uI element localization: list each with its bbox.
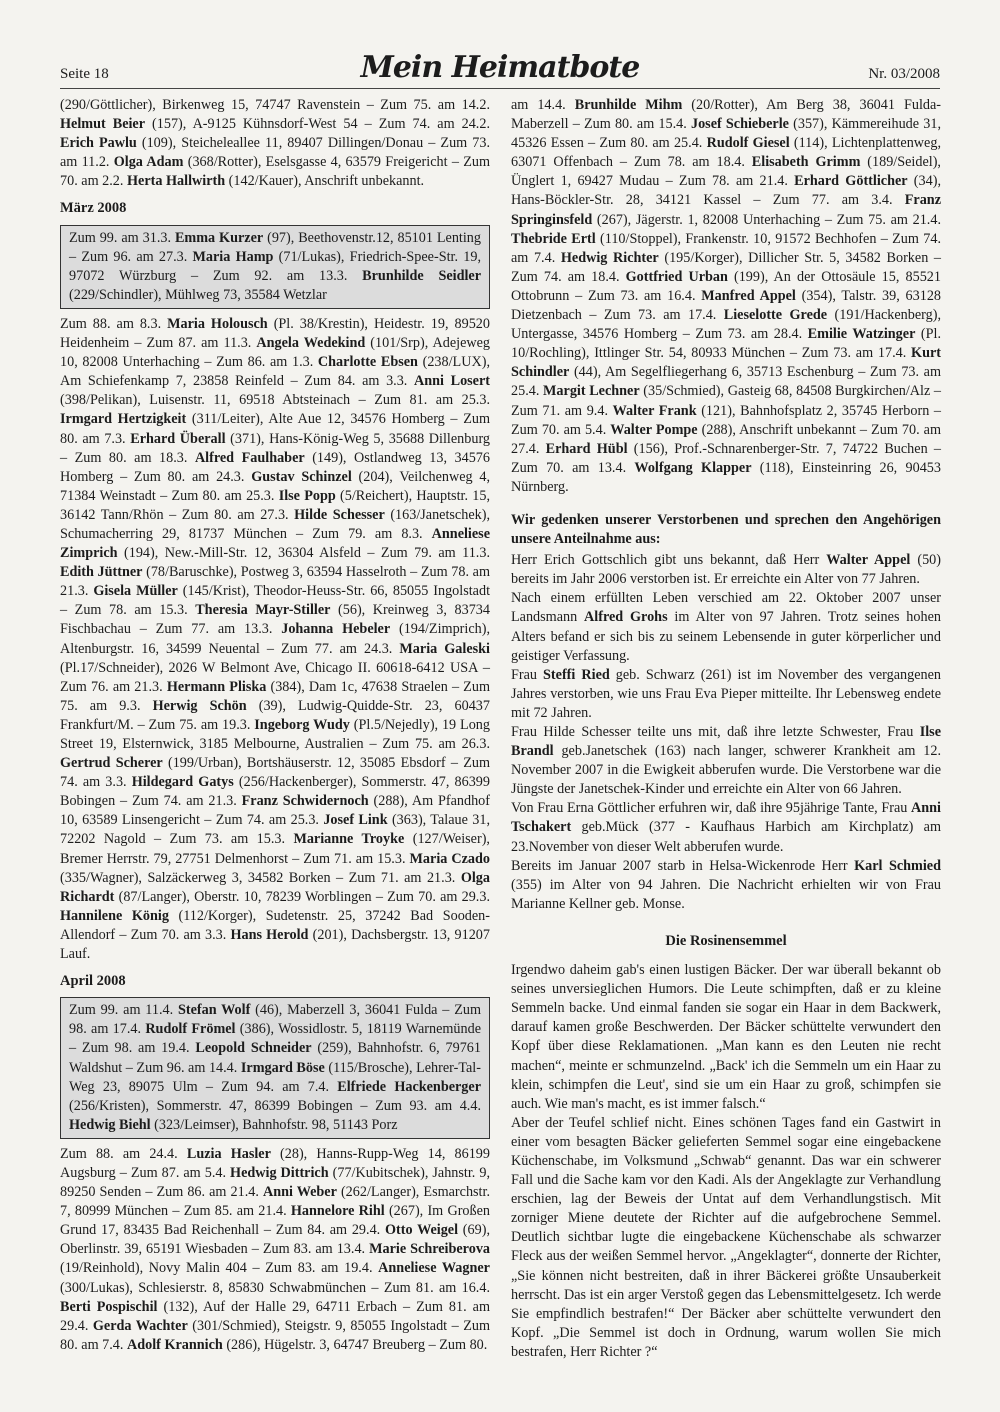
condolence-heading: Wir gedenken unserer Verstorbenen und sprechen den Angehörigen unsere Anteilnahme aus: — [511, 511, 941, 548]
march-heading: März 2008 — [60, 200, 127, 217]
page-number: Seite 18 — [60, 66, 109, 82]
april-continuation: am 14.4. Brunhilde Mihm (20/Rotter), Am Berg 38, 36041 Fulda-Maberzell – Zum 80. am 15.4. Josef Schieberle (357), Kämmereihude 31, 45326 Essen – Zum 80. am 25.4. Rudolf Giesel (114), Lichtenplattenweg, 63071 Offenbach – Zum 78. am 18.4. Elisabeth Grimm (189/Seidel), Ünglert 1, 69427 Mudau – Zum 78. am 21.4. Erhard Göttlicher (34), Hans-Böckler-Str. 28, 34121 Kassel – Zum 77. am 3.4. Franz Springinsfeld (267), Jägerstr. 1, 82008 Unterhaching – Zum 75. am 21.4. Thebride Ertl (110/Stoppel), Frankenstr. 10, 91572 Bechhofen – Zum 74. am 7.4. Hedwig Richter (195/Korger), Dillicher Str. 5, 34582 Borken – Zum 74. am 18.4. Gottfried Urban (199), An der Ottosäule 15, 85521 Ottobrunn – Zum 73. am 16.4. Manfred Appel (354), Talstr. 39, 63128 Dietzenbach – Zum 73. am 17.4. Lieselotte Grede (191/Hackenberg), Untergasse, 34576 Homberg – Zum 73. am 28.4. Emilie Watzinger (Pl. 10/Rochling), Ittlinger Str. 54, 80933 München – Zum 73. am 17.4. Kurt Schindler (44), Am Segelfliegerhang 6, 35713 Eschenburg – Zum 73. am 25.4. Margit Lechner (35/Schmied), Gasteig 68, 84508 Burgkirchen/Alz – Zum 71. am 9.4. Walter Frank (121), Bahnhofsplatz 2, 35745 Herborn – Zum 70. am 5.4. Walter Pompe (288), Anschrift unbekannt – Zum 70. am 27.4. Erhard Hübl (156), Prof.-Schnarenberger-Str. 7, 74722 Buchen – Zum 70. am 13.4. Wolfgang Klapper (118), Einsteinring 26, 90453 Nürnberg. — [511, 97, 942, 495]
obituary-entry: Frau Steffi Ried geb. Schwarz (261) ist im November des vergangenen Jahres verstorben, wie uns Frau Eva Pieper mitteilte. Ihr Lebensweg endete mit 72 Jahren. — [511, 666, 941, 721]
header-rule — [60, 88, 940, 89]
story-paragraph: Irgendwo daheim gab's einen lustigen Bäcker. Der war überall bekannt ob seines unversieglichen Humors. Die Leute schimpften, daß er zu kleine Semmeln backe. Und einmal fanden sie sogar ein Haar in dem Backwerk, darauf kamen große Beschwerden. Der Bäcker schüttelte verwundert den Kopf über diese Reklamationen. „Man kann es den Leuten nie recht machen“, meinte er schmunzelnd. „Back' ich die Semmeln um ein Haar zu klein, schimpfen die Leut', sind sie um ein Haar zu groß, schimpfen sie auch. Wie man's macht, es ist immer falsch.“ — [511, 962, 941, 1112]
story-body — [511, 961, 941, 1362]
left-column — [60, 96, 490, 1355]
obituary-entry: Bereits im Januar 2007 starb in Helsa-Wickenrode Herr Karl Schmied (355) im Alter von 94 Jahren. Die Nachricht erhielten wir von Frau Marianne Kellner geb. Monse. — [511, 857, 941, 912]
story-paragraph: Aber der Teufel schlief nicht. Eines schönen Tages fand ein Gastwirt in einer vom besagten Bäcker gelieferten Semmel sogar eine eingebackene Küchenschabe, im Volksmund „Schwab“ genannt. Das war ein schwerer Fall und die Sache kam vor den Kadi. Als der Angeklagte zur Verhandlung erschien, lag der Beweis der Untat auf dem Verhandlungstisch. Mit zorniger Miene deutete der Richter auf die aufgebrochene Semmel. Deutlich sichtbar lugte die eingebackene Küchenschabe als schwarzer Fleck aus der weißen Semmel hervor. „Angeklagter“, donnerte der Richter, „Sie können nicht bestreiten, daß in ihrer Bäckerei größte Unsauberkeit herrscht. Das ist ein arger Verstoß gegen das Lebensmittelgesetz. Ich werde Sie empfindlich bestrafen!“ Der Bäcker aber schüttelte verwundert den Kopf. „Die Semmel ist doch in Ordnung, warum wollen Sie mich bestrafen, Herr Richter ?“ — [511, 1114, 941, 1360]
april-heading: April 2008 — [60, 973, 126, 990]
right-column — [511, 96, 941, 1362]
march-box-text: Zum 99. am 31.3. Emma Kurzer (97), Beethovenstr.12, 85101 Lenting – Zum 96. am 27.3. Maria Hamp (71/Lukas), Friedrich-Spee-Str. 19, 97072 Würzburg – Zum 92. am 13.3. Brunhilde Seidler (229/Schindler), Mühlweg 73, 35584 Wetzlar — [69, 229, 481, 303]
obituary-entry: Nach einem erfüllten Leben verschied am 22. Oktober 2007 unser Landsmann Alfred Grohs im Alter von 97 Jahren. Trotz seines hohen Alters befand er sich bis zu seinem Lebensende in guter körperlicher und geistiger Verfassung. — [511, 590, 941, 664]
obituary-entry: Herr Erich Gottschlich gibt uns bekannt, daß Herr Walter Appel (50) bereits im Jahr 2006 verstorben ist. Er erreichte ein Alter von 77 Jahren. — [511, 552, 942, 588]
april-birthdays: Zum 88. am 24.4. Luzia Hasler (28), Hanns-Rupp-Weg 14, 86199 Augsburg – Zum 87. am 5.4. Hedwig Dittrich (77/Kubitschek), Jahnstr. 9, 89250 Senden – Zum 86. am 21.4. Anni Weber (262/Langer), Esmarchstr. 7, 80999 München – Zum 85. am 21.4. Hannelore Rihl (267), Im Großen Grund 17, 83435 Bad Reichenhall – Zum 84. am 29.4. Otto Weigel (69), Oberlinstr. 39, 65191 Wiesbaden – Zum 83. am 13.4. Marie Schreiberova (19/Reinhold), Novy Malin 404 – Zum 83. am 19.4. Anneliese Wagner (300/Lukas), Schlesierstr. 8, 85830 Schwabmünchen – Zum 81. am 16.4. Berti Pospischil (132), Auf der Halle 29, 64711 Erbach – Zum 81. am 29.4. Gerda Wachter (301/Schmied), Steigstr. 9, 85055 Ingolstadt – Zum 80. am 7.4. Adolf Krannich (286), Hügelstr. 3, 64747 Breuberg – Zum 80. — [60, 1145, 491, 1353]
masthead-title: Mein Heimatbote — [360, 50, 640, 85]
issue-number: Nr. 03/2008 — [868, 66, 940, 82]
story-title: Die Rosinensemmel — [665, 932, 787, 949]
obituary-entry: Von Frau Erna Göttlicher erfuhren wir, daß ihre 95jährige Tante, Frau Anni Tschakert geb.Mück (377 - Kaufhaus Harbich am Kirchplatz) am 23.November von dieser Welt abberufen wurde. — [511, 800, 941, 855]
april-highlight-box — [60, 997, 490, 1139]
march-highlight-box — [60, 225, 490, 309]
birthday-intro: (290/Göttlicher), Birkenweg 15, 74747 Ravenstein – Zum 75. am 14.2. Helmut Beier (157), A-9125 Kühnsdorf-West 54 – Zum 74. am 24.2. Erich Pawlu (109), Steicheleallee 11, 89407 Dillingen/Donau – Zum 73. am 11.2. Olga Adam (368/Rotter), Eselsgasse 4, 63579 Freigericht – Zum 70. am 2.2. Herta Hallwirth (142/Kauer), Anschrift unbekannt. — [60, 97, 490, 190]
april-box-text: Zum 99. am 11.4. Stefan Wolf (46), Maberzell 3, 36041 Fulda – Zum 98. am 17.4. Rudolf Frömel (386), Wossidlostr. 5, 18119 Warnemünde – Zum 98. am 19.4. Leopold Schneider (259), Bahnhofstr. 6, 79761 Waldshut – Zum 96. am 14.4. Irmgard Böse (115/Brosche), Lehrer-Tal-Weg 23, 89075 Ulm – Zum 94. am 7.4. Elfriede Hackenberger (256/Kristen), Sommerstr. 47, 86399 Bobingen – Zum 93. am 4.4. Hedwig Biehl (323/Leimser), Bahnhofstr. 98, 51143 Porz — [69, 1002, 481, 1133]
page-header — [60, 50, 940, 90]
march-birthdays: Zum 88. am 8.3. Maria Holousch (Pl. 38/Krestin), Heidestr. 19, 89520 Heidenheim – Zum 87. am 11.3. Angela Wedekind (101/Srp), Adejeweg 10, 82008 Unterhaching – Zum 86. am 1.3. Charlotte Ebsen (238/LUX), Am Schiefenkamp 7, 23858 Reinfeld – Zum 84. am 3.3. Anni Losert (398/Pelikan), Luisenstr. 11, 69518 Abtsteinach – Zum 81. am 25.3. Irmgard Hertzigkeit (311/Leiter), Alte Aue 12, 34576 Homberg – Zum 80. am 7.3. Erhard Überall (371), Hans-König-Weg 5, 35688 Dillenburg – Zum 80. am 18.3. Alfred Faulhaber (149), Ostlandweg 13, 34576 Homberg – Zum 80. am 24.3. Gustav Schinzel (204), Veilchenweg 4, 71384 Weinstadt – Zum 80. am 25.3. Ilse Popp (5/Reichert), Hauptstr. 15, 36142 Tann/Rhön – Zum 80. am 27.3. Hilde Schesser (163/Janetschek), Schumacherring 29, 81737 München – Zum 79. am 8.3. Anneliese Zimprich (194), New.-Mill-Str. 12, 36304 Alsfeld – Zum 79. am 11.3. Edith Jüttner (78/Baruschke), Postweg 3, 63594 Hasselroth – Zum 78. am 21.3. Gisela Müller (145/Krist), Theodor-Heuss-Str. 66, 85055 Ingolstadt – Zum 78. am 15.3. Theresia Mayr-Stiller (56), Kreinweg 3, 83734 Fischbachau – Zum 77. am 13.3. Johanna Hebeler (194/Zimprich), Altenburgstr. 16, 34599 Neuental – Zum 77. am 24.3. Maria Galeski (Pl.17/Schneider), 2026 W Belmont Ave, Chicago II. 60618-6412 USA – Zum 76. am 21.3. Hermann Pliska (384), Dam 1c, 47638 Straelen – Zum 75. am 9.3. Herwig Schön (39), Ludwig-Quidde-Str. 23, 60437 Frankfurt/M. – Zum 75. am 19.3. Ingeborg Wudy (Pl.5/Nejedly), 19 Long Street 19, Elsternwick, 3185 Melbourne, Australien – Zum 75. am 26.3. Gertrud Scherer (199/Urban), Bortshäuserstr. 12, 35085 Ebsdorf – Zum 74. am 3.3. Hildegard Gatys (256/Hackenberger), Sommerstr. 47, 86399 Bobingen – Zum 74. am 21.3. Franz Schwidernoch (288), Am Pfandhof 10, 63589 Linsengericht – Zum 74. am 25.3. Josef Link (363), Talaue 31, 72202 Nagold – Zum 73. am 15.3. Marianne Troyke (127/Weiser), Bremer Herrstr. 79, 27751 Delmenhorst – Zum 71. am 15.3. Maria Czado (335/Wagner), Salzäckerweg 3, 34582 Borken – Zum 71. am 21.3. Olga Richardt (87/Langer), Oberstr. 10, 78239 Worblingen – Zum 70. am 29.3. Hannilene König (112/Korger), Sudetenstr. 25, 37242 Bad Sooden-Allendorf – Zum 70. am 3.3. Hans Herold (201), Dachsbergstr. 13, 91207 Lauf. — [60, 315, 491, 963]
obituary-list — [511, 551, 941, 914]
obituary-entry: Frau Hilde Schesser teilte uns mit, daß ihre letzte Schwester, Frau Ilse Brandl geb.Janetschek (163) nach langer, schwerer Krankheit am 12. November 2007 in die Ewigkeit abberufen wurde. Die Verstorbene war die Jüngste der Janetschek-Kinder und erreichte ein Alter von 66 Jahren. — [511, 724, 941, 798]
